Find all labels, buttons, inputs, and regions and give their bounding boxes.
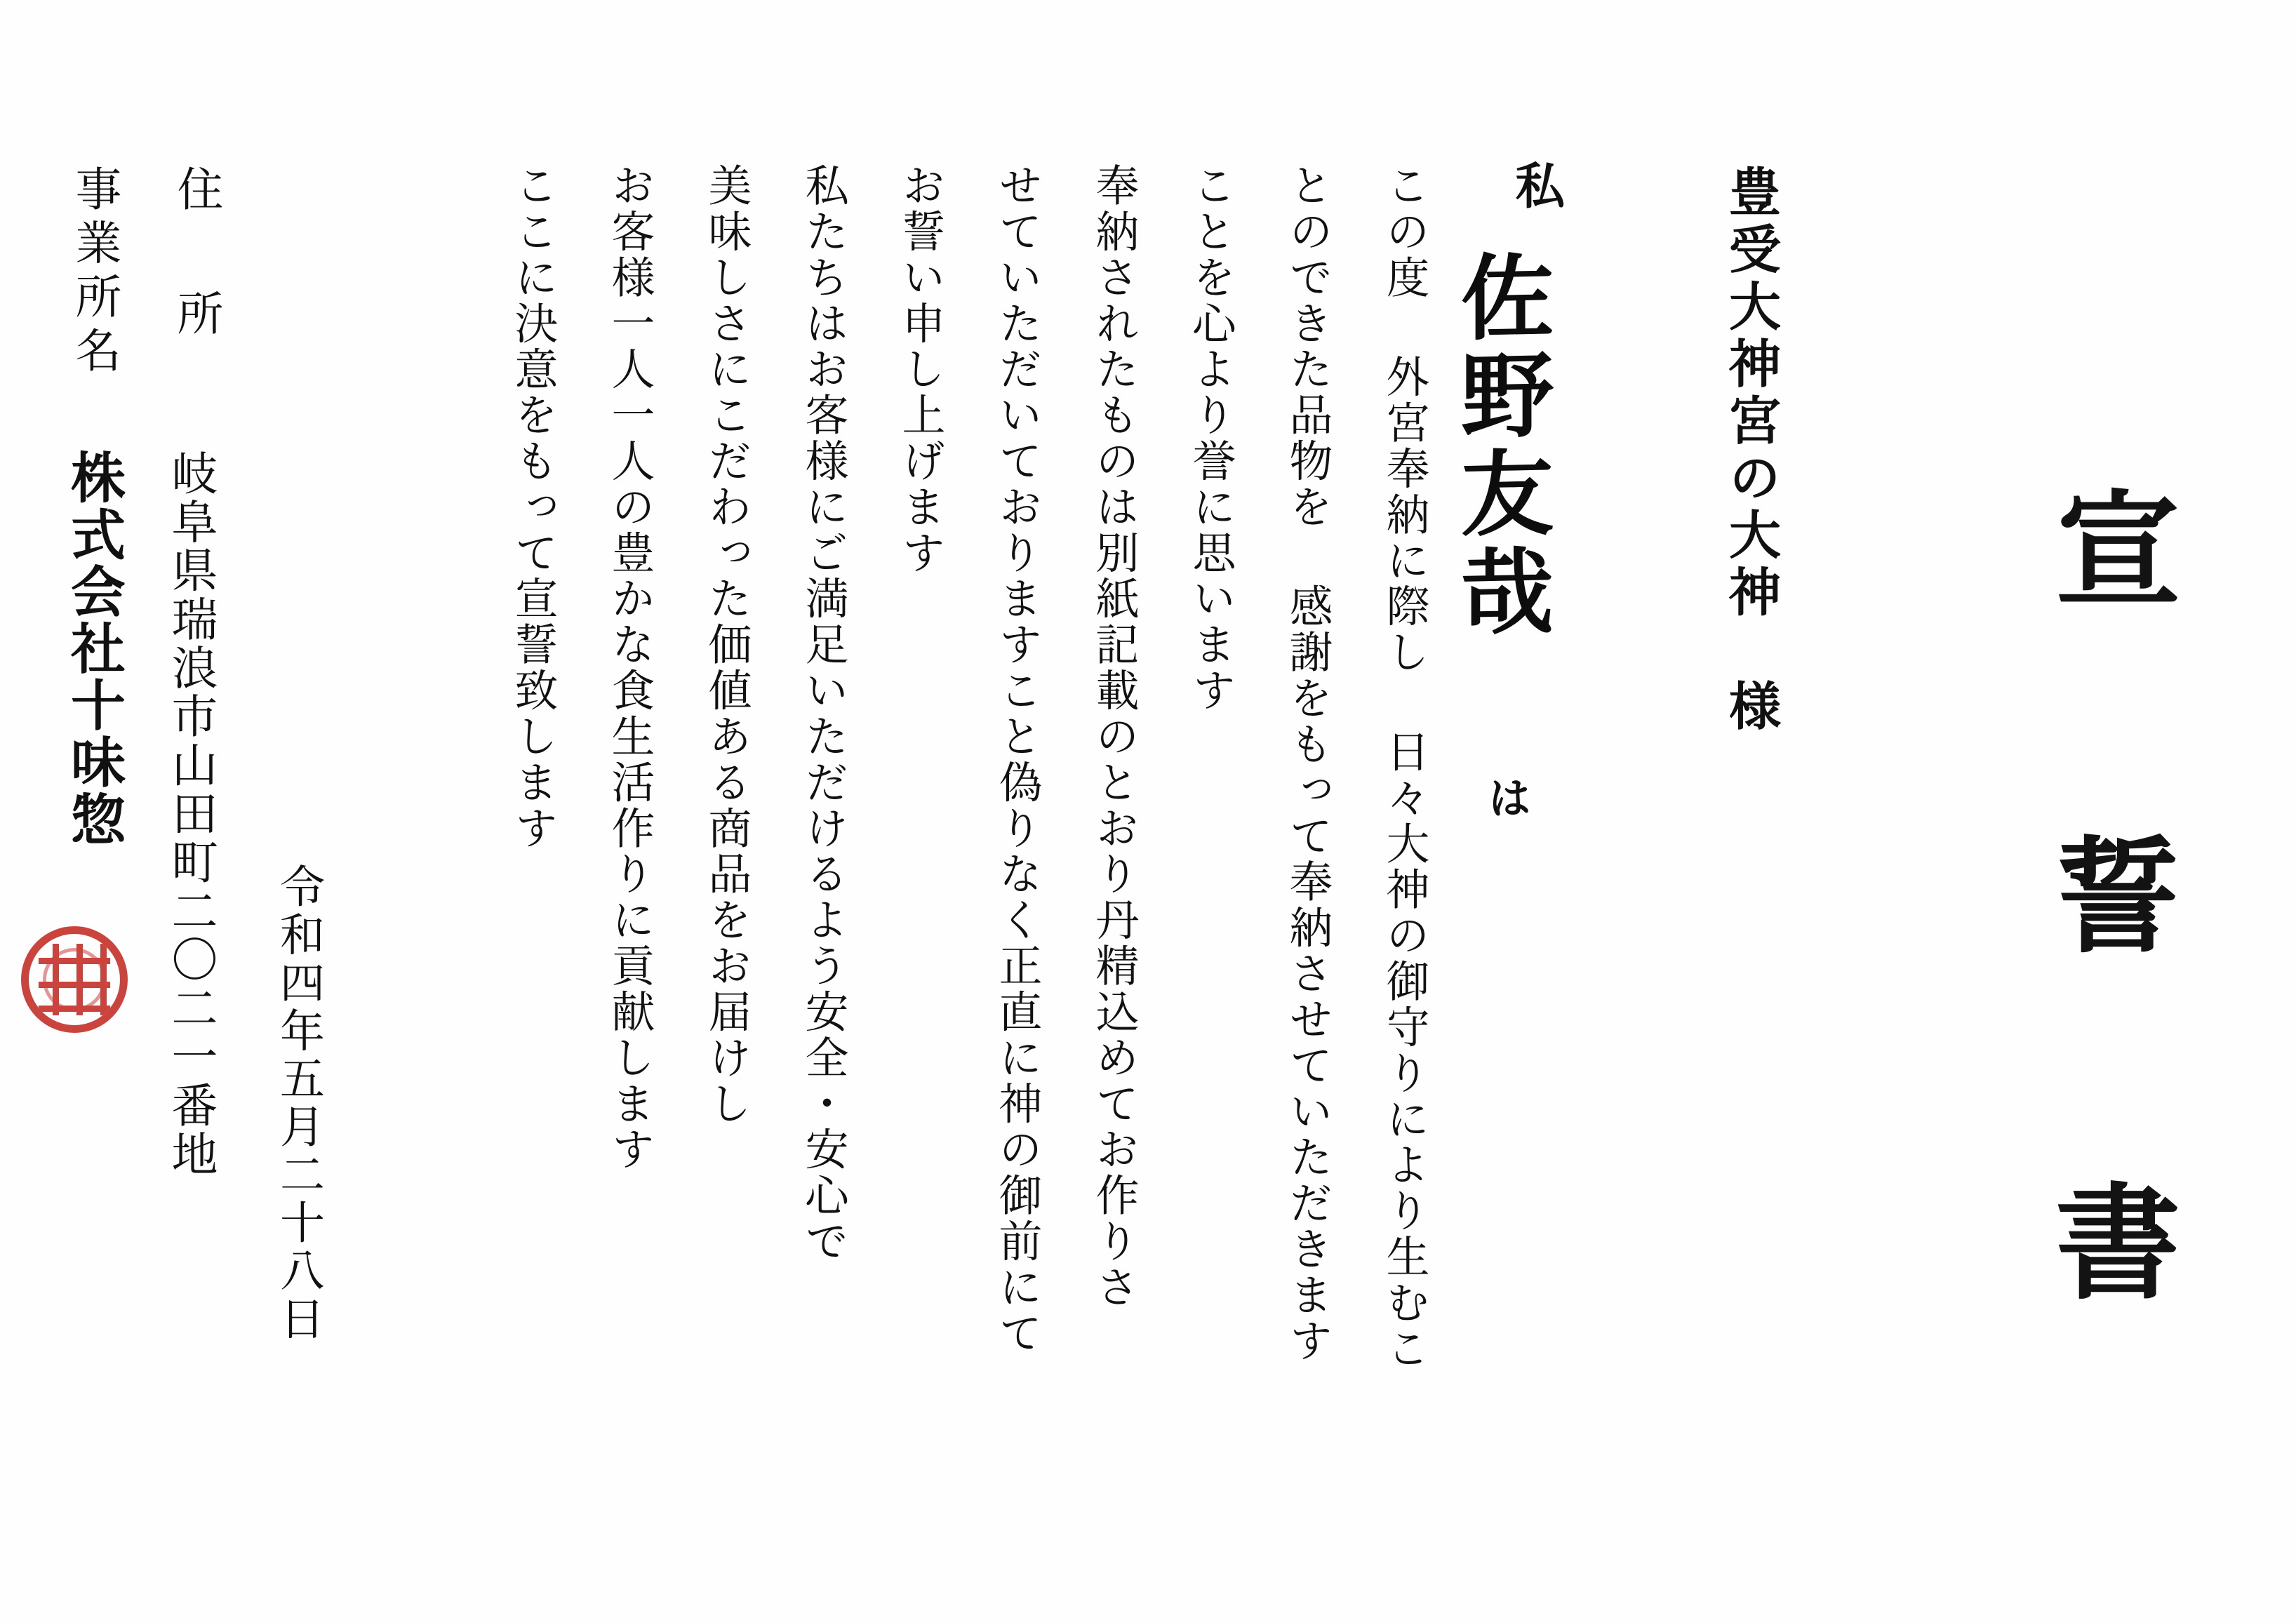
handwritten-signature: 佐野友哉 [1445, 248, 1554, 643]
body-line-10: ここに決意をもって宣誓致します [507, 163, 559, 852]
body-line-3: ことを心より誉に思います [1185, 163, 1236, 714]
page-title: 宣 誓 書 [2034, 484, 2181, 1340]
hanko-seal-icon [21, 926, 128, 1033]
pronoun-label: 私 [1507, 160, 1566, 213]
business-name-label: 事業所名 [67, 165, 121, 380]
body-line-9: お客様一人一人の豊かな食生活作りに貢献します [604, 163, 655, 1173]
hanko-seal-inner-ring [43, 948, 106, 1011]
addressee-line: 豊受大神宮の大神 様 [1721, 165, 1781, 736]
business-name-value: 株式会社十味惣 [62, 449, 126, 848]
signature-particle: は [1481, 775, 1532, 822]
body-line-6: お誓い申し上げます [895, 163, 946, 576]
body-line-8: 美味しさにこだわった価値ある商品をお届けし [701, 163, 752, 1127]
date-line: 令和四年五月二十八日 [272, 863, 324, 1344]
address-value: 岐阜県瑞浪市山田町二〇二一番地 [163, 449, 218, 1179]
body-line-2: とのできた品物を 感謝をもって奉納させていただきます [1282, 163, 1333, 1364]
body-line-5: せていただいておりますこと偽りなく正直に神の御前にて [992, 163, 1043, 1356]
body-line-4: 奉納されたものは別紙記載のとおり丹精込めてお作りさ [1088, 163, 1140, 1311]
body-line-7: 私たちはお客様にご満足いただけるよう安全・安心で [798, 163, 849, 1264]
address-label: 住 所 [169, 165, 223, 352]
body-line-1: この度 外宮奉納に際し 日々大神の御守りにより生むこ [1379, 163, 1430, 1372]
